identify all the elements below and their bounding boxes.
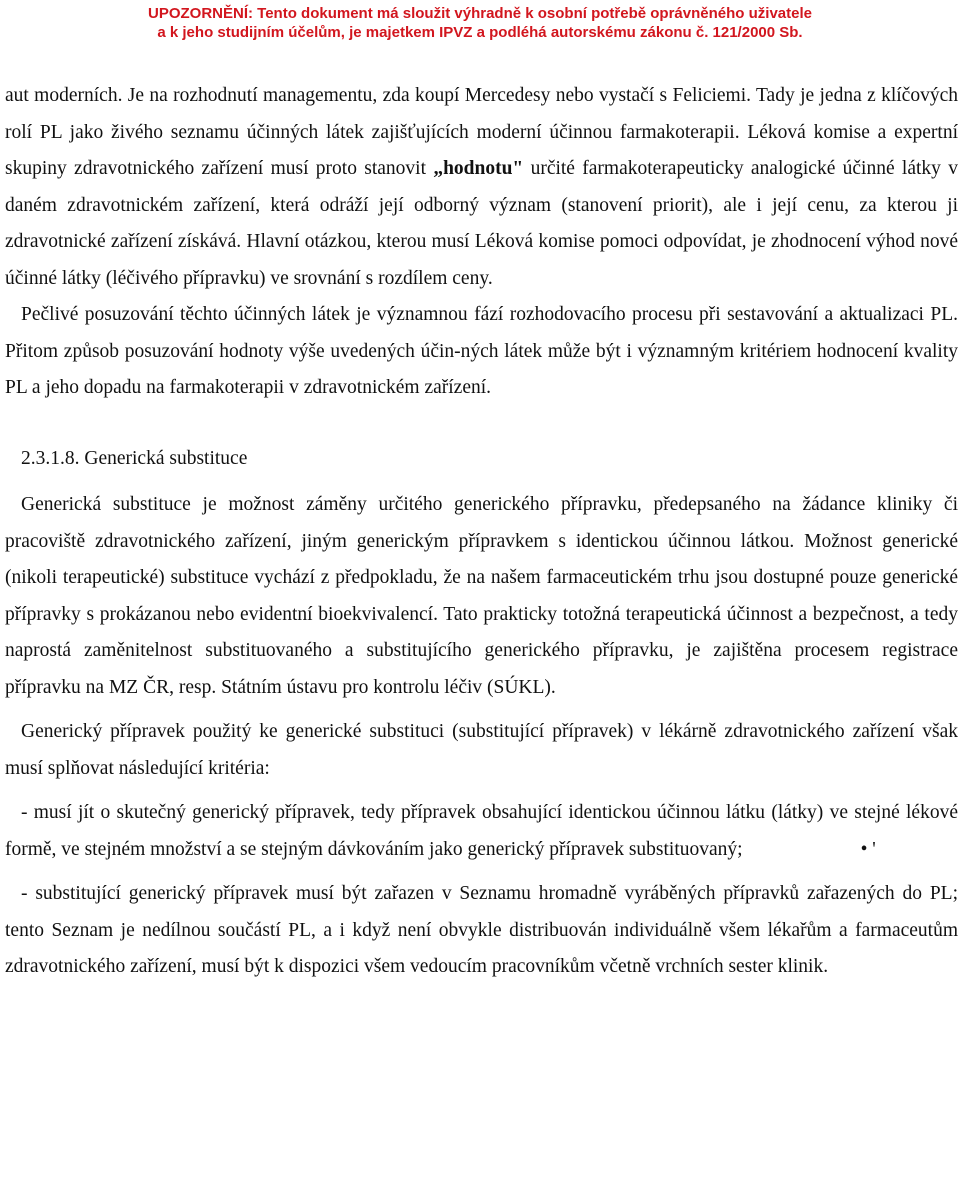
- paragraph-generic-substitution: Generická substituce je možnost záměny určitého generického přípravku, předepsaného na žádance kliniky či pracoviště zdravotnického zařízení, jiným generickým přípravkem s identickou účinnou látkou. Možnost generické (nikoli terapeutické) substituce vychází z předpokladu, že na našem farmaceutickém trhu jsou dostupné pouze generické přípravky s prokázanou nebo evidentní bioekvivalencí. Tato prakticky totožná terapeutická účinnost a bezpečnost, a tedy naprostá zaměnitelnost substituovaného a substitujícího generického přípravku, je zajištěna procesem registrace přípravku na MZ ČR, resp. Státním ústavu pro kontrolu léčiv (SÚKL).: [5, 494, 958, 698]
- document-body: [5, 78, 958, 986]
- stray-mark: • ': [860, 838, 876, 860]
- warning-line-2: a k jeho studijním účelům, je majetkem IPVZ a podléhá autorskému zákonu č. 121/2000 Sb.: [157, 24, 803, 41]
- paragraph-text: aut moderních. Je na rozhodnutí managementu, zda koupí Mercedesy nebo vystačí s Feliciemi. Tady je jedna z klíčových rolí PL jako živého seznamu účinných látek zajišťujících moderní účinnou farmakoterapii. Léková komise a expertní skupiny zdravotnického zařízení musí proto stanovit: [5, 85, 958, 179]
- warning-line-1: UPOZORNĚNÍ: Tento dokument má sloužit výhradně k osobní potřebě oprávněného uživatele: [148, 5, 812, 22]
- paragraph-formulary-value: [5, 78, 958, 297]
- criterion-2: - substitující generický přípravek musí být zařazen v Seznamu hromadně vyráběných přípravků zařazených do PL; tento Seznam je nedílnou součástí PL, a i když není obvykle distribuován individuálně všem lékařům a farmaceutům zdravotnického zařízení, musí být k dispozici všem vedoucím pracovníkům včetně vrchních sester klinik.: [5, 883, 958, 977]
- criterion-text: - musí jít o skutečný generický přípravek, tedy přípravek obsahující identickou účinnou látku (látky) ve stejné lékové formě, ve stejném množství a se stejným dávkováním jako generický přípravek substituovaný;: [5, 802, 958, 860]
- section-heading: 2.3.1.8. Generická substituce: [21, 447, 248, 469]
- bold-term-hodnotu: „hodnotu": [433, 158, 524, 179]
- criterion-1: [5, 795, 958, 868]
- paragraph-assessment: Pečlivé posuzování těchto účinných látek je významnou fází rozhodovacího procesu při sestavování a aktualizaci PL. Přitom způsob posuzování hodnoty výše uvedených účin-ných látek může být i významným kritériem hodnocení kvality PL a jeho dopadu na farmakoterapii v zdravotnickém zařízení.: [5, 304, 958, 398]
- paragraph-criteria-intro: Generický přípravek použitý ke generické substituci (substitující přípravek) v lékárně zdravotnického zařízení však musí splňovat následující kritéria:: [5, 721, 958, 779]
- copyright-warning: [0, 4, 960, 42]
- paragraph-text: určité farmakoterapeuticky analogické účinné látky v daném zdravotnickém zařízení, která odráží její odborný význam (stanovení priorit), ale i její cenu, za kterou ji zdravotnické zařízení získává. Hlavní otázkou, kterou musí Léková komise pomoci odpovídat, je zhodnocení výhod nové účinné látky (léčivého přípravku) ve srovnání s rozdílem ceny.: [5, 158, 958, 289]
